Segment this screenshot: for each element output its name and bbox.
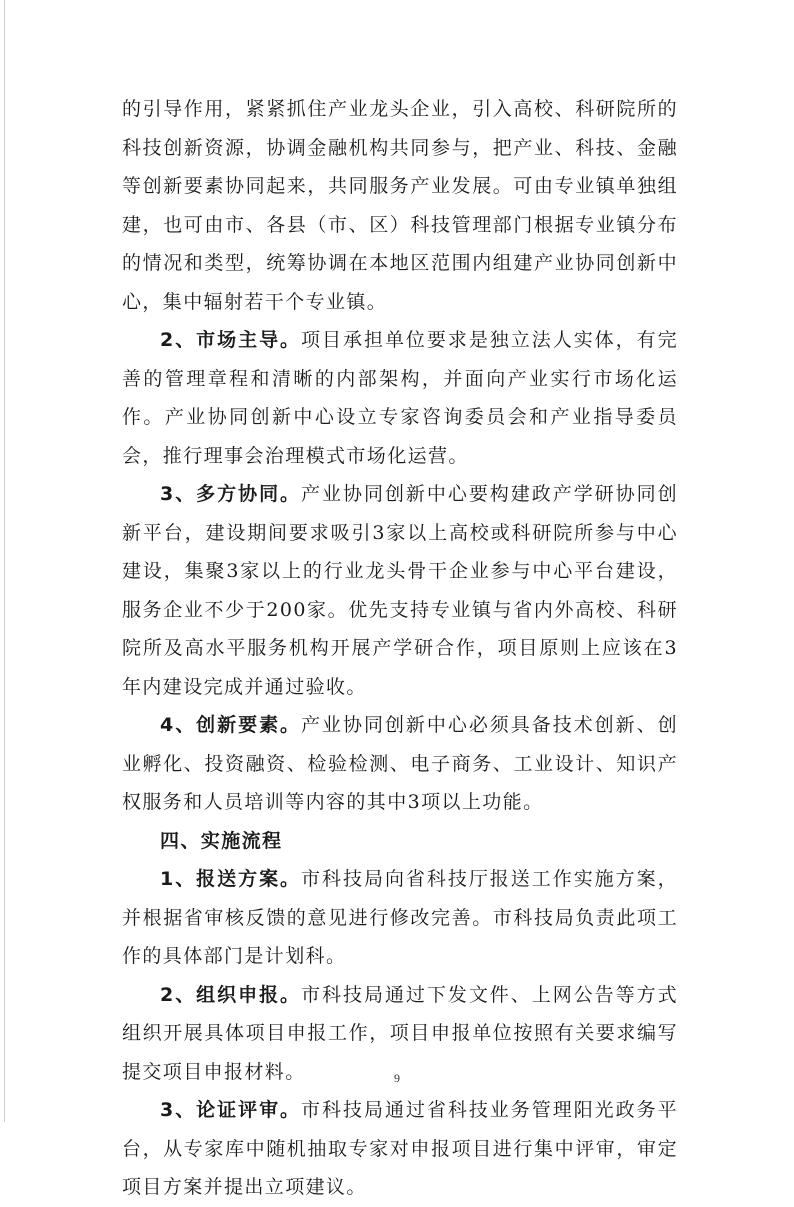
paragraph-text: 的引导作用，紧紧抓住产业龙头企业，引入高校、科研院所的科技创新资源，协调金融机构共同参与，把产业、科技、金融等创新要素协同起来，共同服务产业发展。可由专业镇单独组建，也可由市、各县（市、区）科技管理部门根据专业镇分布的情况和类型，统筹协调在本地区范围内组建产业协同创新中心，集中辐射若干个专业镇。	[122, 98, 678, 313]
paragraph-lead: 2、组织申报。	[160, 983, 302, 1006]
scan-edge-line	[4, 0, 5, 1122]
paragraph-text: 项目承担单位要求是独立法人实体，有完善的管理章程和清晰的内部架构，并面向产业实行市场化运作。产业协同创新中心设立专家咨询委员会和产业指导委员会，推行理事会治理模式市场化运营。	[122, 329, 678, 467]
paragraph-lead: 2、市场主导。	[160, 329, 302, 351]
paragraph-lead: 4、创新要素。	[160, 714, 302, 736]
paragraph-text: 市科技局通过省科技业务管理阳光政务平台，从专家库中随机抽取专家对申报项目进行集中评审，审定项目方案并提出立项建议。	[122, 1099, 678, 1198]
paragraph-market-led	[122, 321, 678, 475]
paragraph-lead: 1、报送方案。	[160, 868, 302, 890]
paragraph-lead: 3、论证评审。	[160, 1099, 302, 1121]
paragraph-submit-plan	[122, 860, 678, 976]
paragraph-lead: 3、多方协同。	[160, 483, 302, 505]
paragraph-text: 市科技局向省科技厅报送工作实施方案，并根据省审核反馈的意见进行修改完善。市科技局负责此项工作的具体部门是计划科。	[122, 868, 678, 967]
paragraph-text: 市科技局通过下发文件、上网公告等方式组织开展具体项目申报工作，项目申报单位按照有关要求编写提交项目申报材料。	[122, 983, 678, 1083]
paragraph-multi-party	[122, 475, 678, 706]
paragraph-review	[122, 1091, 678, 1207]
paragraph-text: 产业协同创新中心要构建政产学研协同创新平台，建设期间要求吸引3家以上高校或科研院所参与中心建设，集聚3家以上的行业龙头骨干企业参与中心平台建设，服务企业不少于200家。优先支持专业镇与省内外高校、科研院所及高水平服务机构开展产学研合作，项目原则上应该在3年内建设完成并通过验收。	[122, 483, 678, 698]
document-body	[122, 90, 678, 1207]
paragraph-text: 产业协同创新中心必须具备技术创新、创业孵化、投资融资、检验检测、电子商务、工业设计、知识产权服务和人员培训等内容的其中3项以上功能。	[122, 714, 678, 813]
paragraph-innovation-elements	[122, 706, 678, 822]
section-heading: 四、实施流程	[160, 829, 283, 852]
page-number: 9	[394, 1071, 400, 1085]
paragraph-intro	[122, 90, 678, 321]
